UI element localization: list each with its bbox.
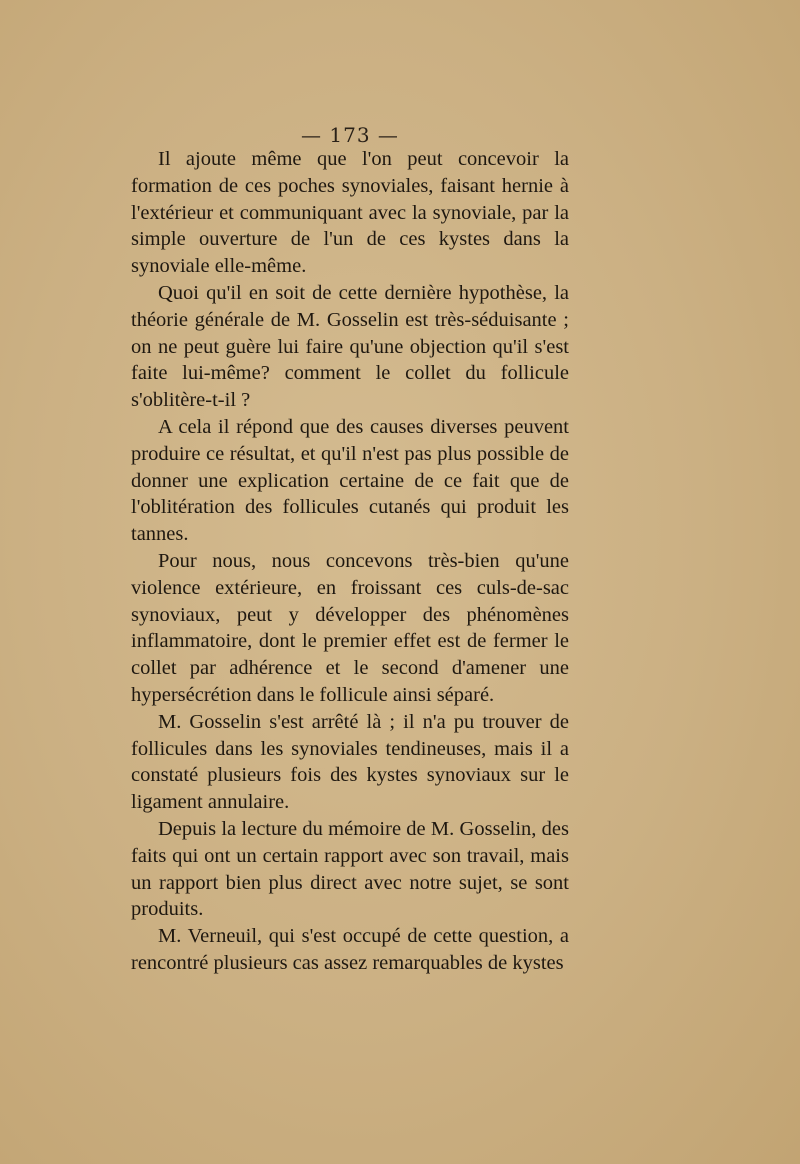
paragraph: M. Gosselin s'est arrêté là ; il n'a pu trouver de follicules dans les synoviales tendineuses, mais il a constaté plusieurs fois des kystes synoviaux sur le ligament annulaire. [131, 710, 569, 814]
paragraph: Quoi qu'il en soit de cette dernière hypothèse, la théorie générale de M. Gosselin est très-séduisante ; on ne peut guère lui faire qu'une objection qu'il s'est faite lui-même? comment le collet du follicule s'oblitère-t-il ? [131, 281, 569, 412]
paragraph: Il ajoute même que l'on peut concevoir la formation de ces poches synoviales, faisant hernie à l'extérieur et communiquant avec la synoviale, par la simple ouverture de l'un de ces kystes dans la synoviale elle-même. [131, 148, 569, 278]
paragraph: Pour nous, nous concevons très-bien qu'une violence extérieure, en froissant ces culs-de-sac synoviaux, peut y développer des phénomènes inflammatoire, dont le premier effet est de fermer le collet par adhérence et le second d'amener une hypersécrétion dans le follicule ainsi séparé. [131, 549, 569, 706]
page-number: — 173 — [301, 123, 399, 147]
paragraph: Depuis la lecture du mémoire de M. Gosselin, des faits qui ont un certain rapport avec son travail, mais un rapport bien plus direct avec notre sujet, se sont produits. [131, 817, 569, 921]
paragraph: A cela il répond que des causes diverses peuvent produire ce résultat, et qu'il n'est pas plus possible de donner une explication certaine de ce fait que de l'oblitération des follicules cutanés qui produit les tannes. [131, 415, 569, 546]
body-text [131, 146, 569, 977]
paragraph: M. Verneuil, qui s'est occupé de cette question, a rencontré plusieurs cas assez remarquables de kystes [131, 925, 569, 974]
